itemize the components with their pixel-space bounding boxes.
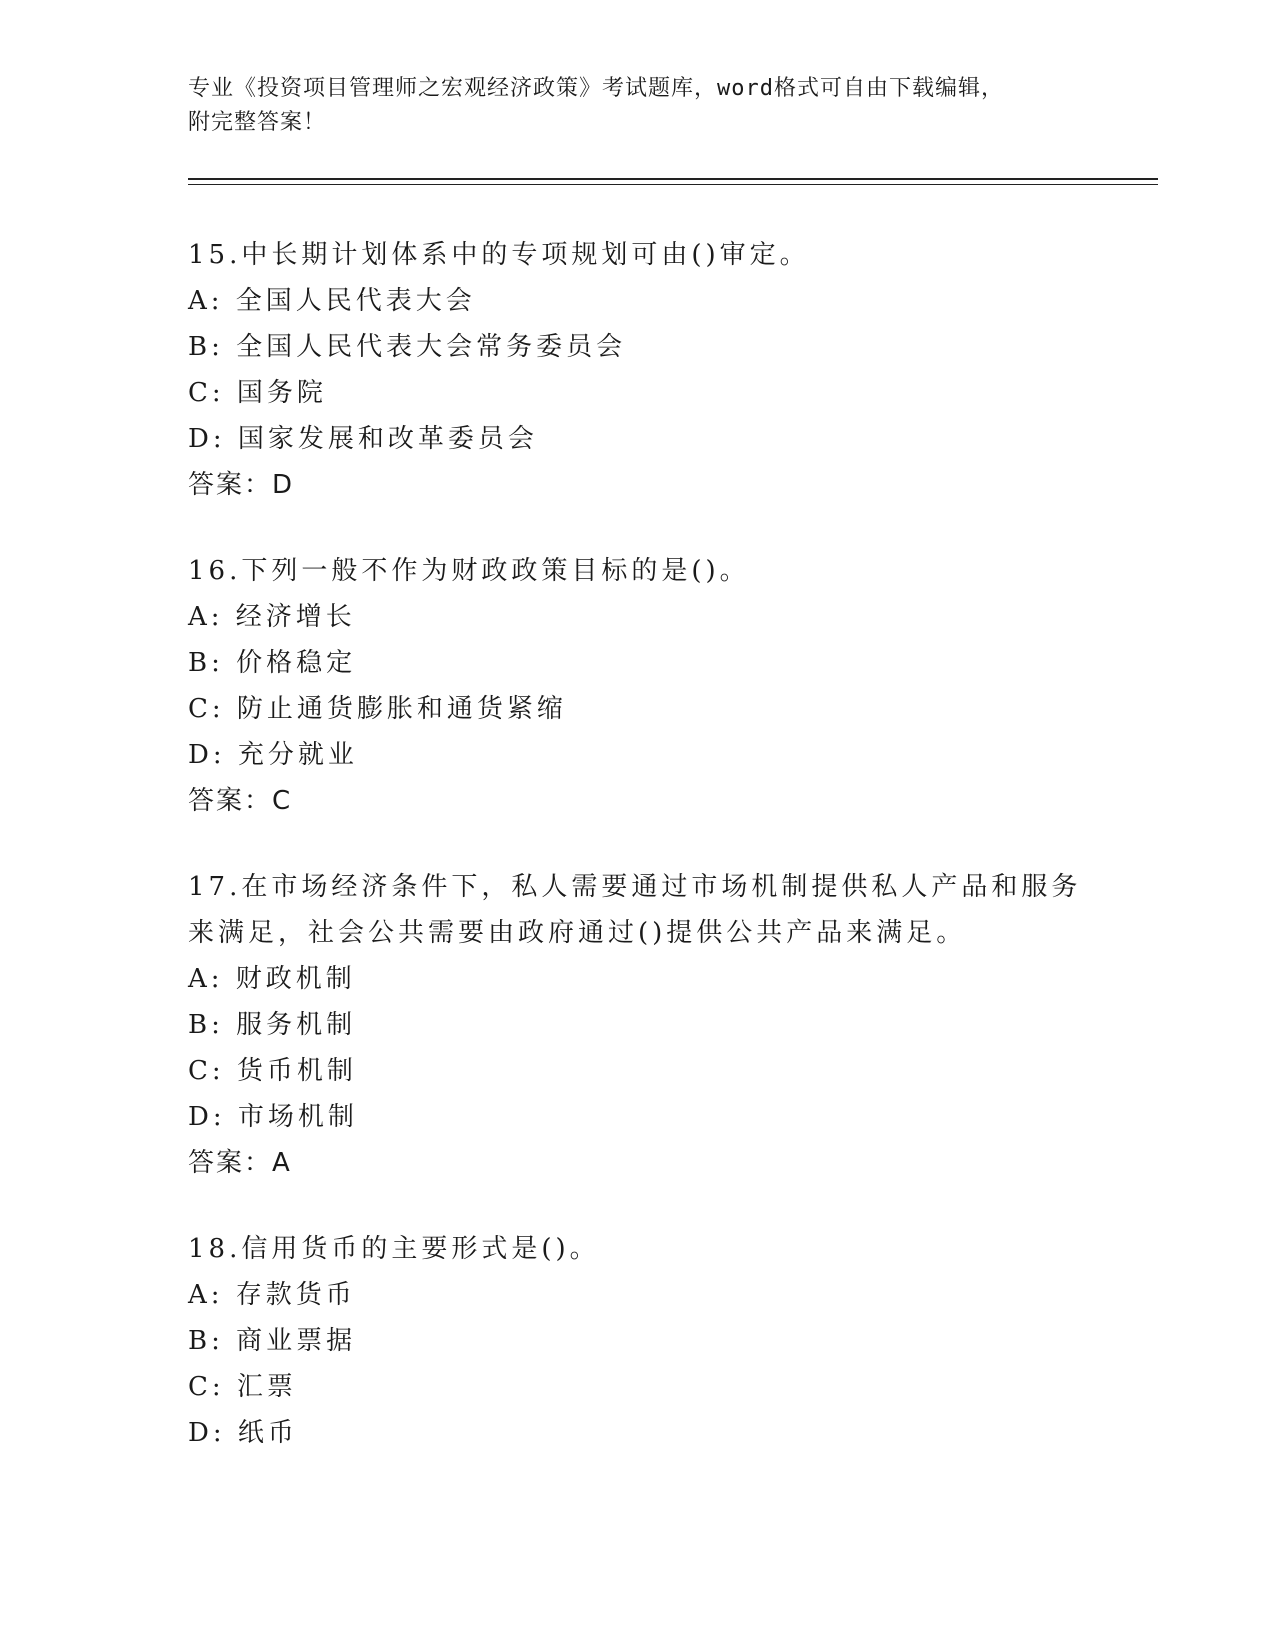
option-a: A: 存款货币 xyxy=(188,1280,356,1310)
option-c: C: 货币机制 xyxy=(188,1056,357,1086)
option-d: D: 充分就业 xyxy=(188,740,358,770)
option-b: B: 价格稳定 xyxy=(188,648,357,678)
option-a: A: 全国人民代表大会 xyxy=(188,286,476,316)
option-d: D: 市场机制 xyxy=(188,1102,358,1132)
question-stem: 17.在市场经济条件下，私人需要通过市场机制提供私人产品和服务来满足，社会公共需要由政府通过()提供公共产品来满足。 xyxy=(188,872,1082,948)
option-a: A: 经济增长 xyxy=(188,602,356,632)
answer-label: 答案：D xyxy=(188,470,295,500)
option-c: C: 汇票 xyxy=(188,1372,297,1402)
question-stem: 18.信用货币的主要形式是()。 xyxy=(188,1234,600,1264)
question-16 xyxy=(188,548,1088,824)
question-list xyxy=(188,232,1088,1496)
question-17 xyxy=(188,864,1088,1186)
document-header xyxy=(188,72,1068,140)
option-b: B: 服务机制 xyxy=(188,1010,357,1040)
option-a: A: 财政机制 xyxy=(188,964,356,994)
header-divider xyxy=(188,178,1158,180)
option-b: B: 商业票据 xyxy=(188,1326,357,1356)
header-line-2: 附完整答案！ xyxy=(188,110,327,135)
question-18 xyxy=(188,1226,1088,1456)
answer-label: 答案：C xyxy=(188,786,293,816)
option-d: D: 纸币 xyxy=(188,1418,298,1448)
header-line-1: 专业《投资项目管理师之宏观经济政策》考试题库，word格式可自由下载编辑， xyxy=(188,76,1004,101)
header-divider-thin xyxy=(188,184,1158,185)
answer-label: 答案：A xyxy=(188,1148,292,1178)
option-c: C: 国务院 xyxy=(188,378,327,408)
option-c: C: 防止通货膨胀和通货紧缩 xyxy=(188,694,567,724)
option-d: D: 国家发展和改革委员会 xyxy=(188,424,538,454)
question-stem: 15.中长期计划体系中的专项规划可由()审定。 xyxy=(188,240,810,270)
question-stem: 16.下列一般不作为财政政策目标的是()。 xyxy=(188,556,750,586)
option-b: B: 全国人民代表大会常务委员会 xyxy=(188,332,627,362)
question-15 xyxy=(188,232,1088,508)
